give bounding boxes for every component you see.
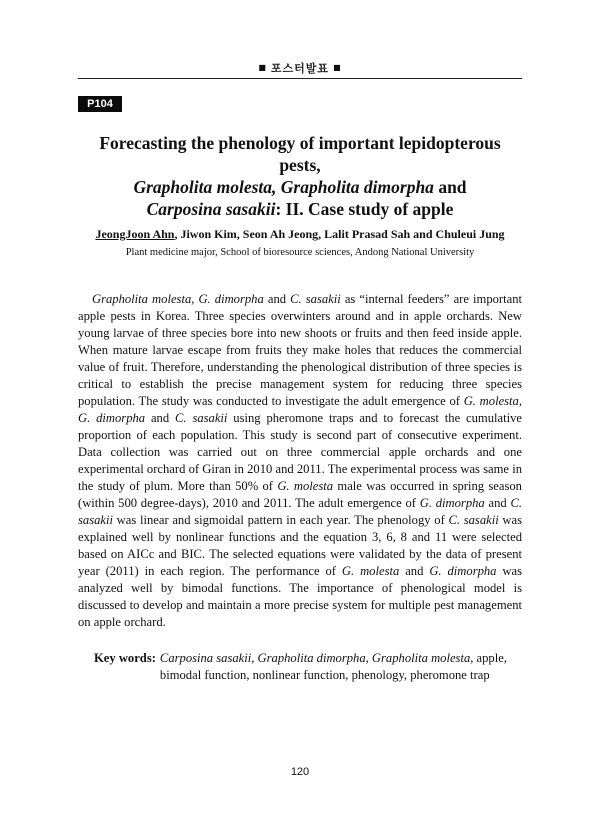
species-name: G. molesta <box>277 479 334 493</box>
species-name: G. dimorpha <box>419 496 485 510</box>
title-species-2: Carposina sasakii <box>146 199 276 219</box>
affiliation: Plant medicine major, School of bioresource sciences, Andong National University <box>125 247 475 258</box>
species-name: G. molesta <box>341 564 400 578</box>
abstract-body <box>78 291 522 631</box>
poster-id-badge: P104 <box>78 96 122 112</box>
species-name: C. sasakii <box>290 292 341 306</box>
abstract-text: using pheromone traps and to forecast the cumulative proportion of each population. This study is second part of consecutive experiment. Data collection was carried out on three commercial apple orchards and one experimental orchard of Giran in 2010 and 2011. The experimental process was same in the study of plum. More than 50% of <box>78 411 522 493</box>
abstract-text: was explained well by nonlinear functions and the equation 3, 6, 8 and 11 were selected based on AICc and BIC. The selected equations were validated by the data of present year (2011) in each region. The performance of <box>78 513 522 578</box>
abstract-text: and <box>263 292 291 306</box>
page-number: 120 <box>290 766 310 778</box>
species-name: G. molesta, G. dimorpha <box>78 394 522 425</box>
abstract-text: was linear and sigmoidal pattern in each year. The phenology of <box>112 513 449 527</box>
keywords-list <box>160 650 524 684</box>
section-title: 포스터발표 <box>270 62 330 75</box>
abstract-text: and <box>399 564 430 578</box>
species-name: C. sasakii <box>448 513 499 527</box>
square-marker-icon: ■ <box>333 63 342 72</box>
abstract-text: was analyzed well by bimodal functions. The importance of phenological model is discussed to develop and maintain a more precise system for multiple pest management on apple orchard. <box>78 564 523 629</box>
abstract-text: and <box>145 411 176 425</box>
keywords-species: Carposina sasakii, Grapholita dimorpha, Grapholita molesta, <box>159 651 474 665</box>
paper-title <box>78 132 522 220</box>
keywords-terms: apple, bimodal function, nonlinear function, phenology, pheromone trap <box>159 651 507 682</box>
abstract-text: and <box>484 496 511 510</box>
species-name: Grapholita molesta, G. dimorpha <box>92 292 264 306</box>
presenting-author: JeongJoon Ahn <box>95 227 175 241</box>
keywords-block <box>94 650 524 684</box>
title-line-3 <box>78 198 522 220</box>
section-header <box>0 60 600 76</box>
abstract-text: as “internal feeders” are important apple pests in Korea. Three species overwinters around and in apple orchards. New young larvae of three species bore into new shoots or fruits and then feed inside apple. When mature larvae escape from fruits they make holes that reduces the commercial value of fruit. Therefore, understanding the phenological distribution of three species is critical to establish the precise management system for reducing three species population. The study was conducted to investigate the adult emergence of <box>78 292 523 408</box>
abstract-text: male was occurred in spring season (within 500 degree-days), 2010 and 2011. The adult emergence of <box>78 479 522 510</box>
title-line-1: Forecasting the phenology of important lepidopterous pests, <box>99 133 501 175</box>
author-list <box>60 227 540 242</box>
header-rule <box>78 78 522 79</box>
co-authors: , Jiwon Kim, Seon Ah Jeong, Lalit Prasad Sah and Chuleui Jung <box>174 227 505 241</box>
title-text: : II. Case study of apple <box>275 199 454 219</box>
species-name: C. sasakii <box>175 411 228 425</box>
square-marker-icon: ■ <box>258 63 267 72</box>
keywords-label: Key words: <box>94 651 156 665</box>
title-species-1: Grapholita molesta, Grapholita dimorpha <box>133 177 434 197</box>
title-text: and <box>433 177 467 197</box>
species-name: G. dimorpha <box>429 564 497 578</box>
species-name: C. sasakii <box>78 496 523 527</box>
title-line-2 <box>78 176 522 198</box>
